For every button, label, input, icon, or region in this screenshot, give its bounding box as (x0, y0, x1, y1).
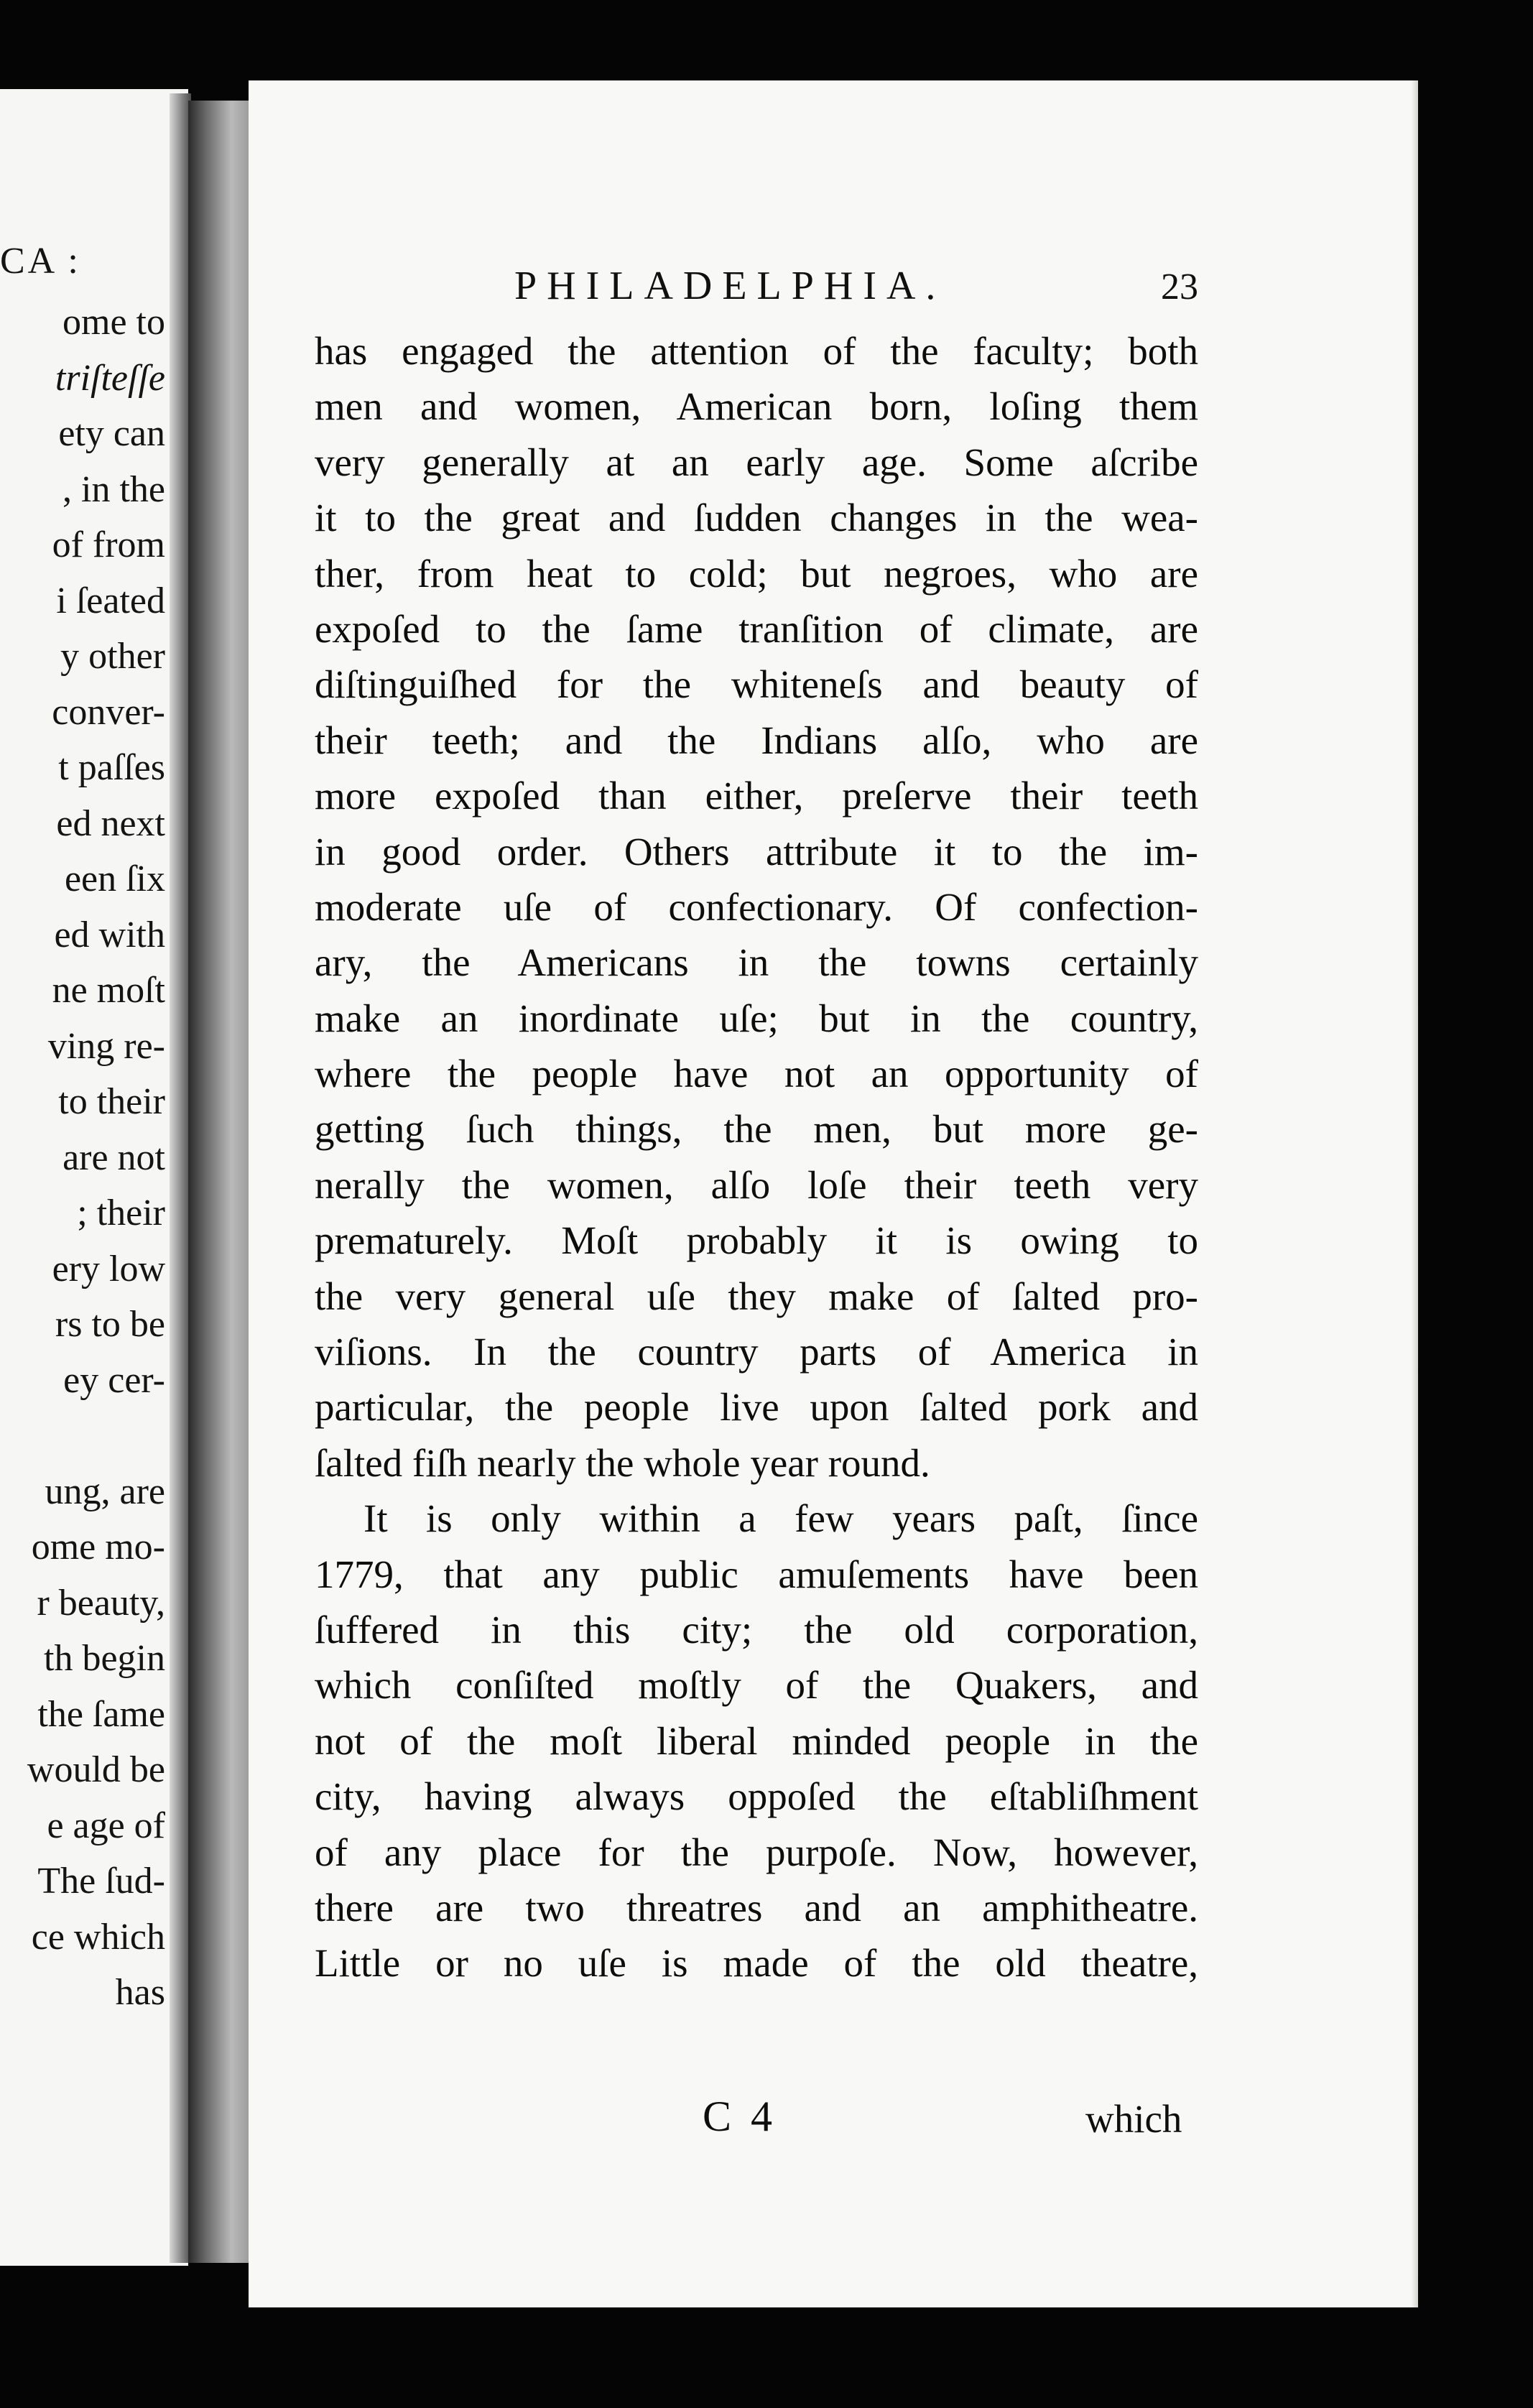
left-line: would be (27, 1749, 165, 1790)
body-text (315, 323, 1198, 1991)
text-line: their teeth; and the Indians alſo, who are (315, 718, 1198, 762)
left-line: i ſeated (56, 580, 165, 621)
left-line: are not (62, 1136, 165, 1178)
running-head (249, 263, 1418, 313)
left-line: ety can (58, 413, 165, 454)
text-line: men and women, American born, loſing them (315, 384, 1198, 429)
text-line: the very general uſe they make of ſalted pro- (315, 1274, 1198, 1318)
page-edge-shadow (1411, 80, 1418, 2307)
left-line: ery low (52, 1248, 165, 1289)
text-line: diſtinguiſhed for the whiteneſs and beauty of (315, 662, 1198, 707)
text-line: more expoſed than either, preſerve their teeth (315, 774, 1198, 818)
left-line: , in the (62, 468, 165, 510)
text-line: ary, the Americans in the towns certainly (315, 940, 1198, 985)
text-line: viſions. In the country parts of America in (315, 1330, 1198, 1374)
text-line: city, having always oppoſed the eſtabliſhment (315, 1774, 1198, 1819)
left-line: The ſud- (37, 1861, 165, 1902)
left-line: conver- (52, 691, 165, 733)
left-line: r beauty, (37, 1582, 165, 1624)
left-page-text (27, 295, 165, 2021)
left-line: ed next (56, 802, 165, 844)
left-line: een ſix (64, 858, 165, 899)
text-line: has engaged the attention of the faculty; both (315, 329, 1198, 373)
signature-mark: C 4 (703, 2093, 777, 2140)
left-line: ving re- (47, 1025, 165, 1067)
left-line: ung, are (45, 1471, 165, 1512)
right-page (249, 80, 1418, 2307)
text-line: expoſed to the ſame tranſition of climate, are (315, 606, 1198, 651)
left-line: rs to be (55, 1304, 165, 1345)
text-line: 1779, that any public amuſements have been (315, 1552, 1198, 1596)
left-line-catchword: has (115, 1972, 165, 2013)
left-page (0, 89, 188, 2266)
text-line: there are two threatres and an amphitheatre. (315, 1885, 1198, 1930)
page-number: 23 (1161, 267, 1198, 307)
running-title: PHILADELPHIA. (514, 264, 946, 308)
left-line: the ſame (37, 1693, 165, 1735)
left-line: ne moſt (52, 970, 165, 1011)
left-line: to their (58, 1081, 165, 1122)
left-line: ; their (77, 1193, 165, 1233)
left-line: t paſſes (58, 747, 165, 788)
left-line: ome mo- (31, 1527, 165, 1567)
text-line: ther, from heat to cold; but negroes, who are (315, 551, 1198, 596)
text-line: of any place for the purpoſe. Now, however, (315, 1830, 1198, 1874)
left-line: triſteſſe (55, 357, 165, 399)
left-line: ome to (62, 302, 165, 343)
page-footer (249, 2092, 1418, 2157)
text-line: not of the moſt liberal minded people in the (315, 1718, 1198, 1763)
left-line: ey cer- (63, 1359, 165, 1401)
left-line: ce which (31, 1916, 165, 1958)
text-line: it to the great and ſudden changes in the wea- (315, 496, 1198, 540)
text-line: which conſiſted moſtly of the Quakers, and (315, 1663, 1198, 1708)
paragraph-end-line: ſalted fiſh nearly the whole year round. (315, 1440, 930, 1485)
text-line: very generally at an early age. Some aſcribe (315, 440, 1198, 484)
text-line: Little or no uſe is made of the old theatre, (315, 1941, 1198, 1986)
text-line: particular, the people live upon ſalted pork and (315, 1385, 1198, 1430)
text-line: in good order. Others attribute it to the im- (315, 829, 1198, 874)
text-line: where the people have not an opportunity of (315, 1052, 1198, 1096)
text-line: ſuffered in this city; the old corporation, (315, 1607, 1198, 1652)
left-line: ed with (54, 914, 165, 955)
catchword: which (1085, 2097, 1182, 2141)
text-line: nerally the women, alſo loſe their teeth very (315, 1162, 1198, 1207)
left-line: y other (60, 636, 165, 677)
text-line: moderate uſe of confectionary. Of confection- (315, 884, 1198, 929)
text-line: getting ſuch things, the men, but more ge- (315, 1107, 1198, 1152)
text-line: prematurely. Moſt probably it is owing to (315, 1218, 1198, 1263)
text-line: make an inordinate uſe; but in the country, (315, 996, 1198, 1040)
left-line: th begin (44, 1638, 165, 1679)
left-line: of from (52, 524, 165, 565)
left-line: e age of (47, 1805, 165, 1846)
left-page-running-head: CA : (0, 241, 81, 282)
left-line (27, 1408, 165, 1464)
paragraph-start-line: It is only within a few years paſt, ſince (363, 1496, 1198, 1541)
